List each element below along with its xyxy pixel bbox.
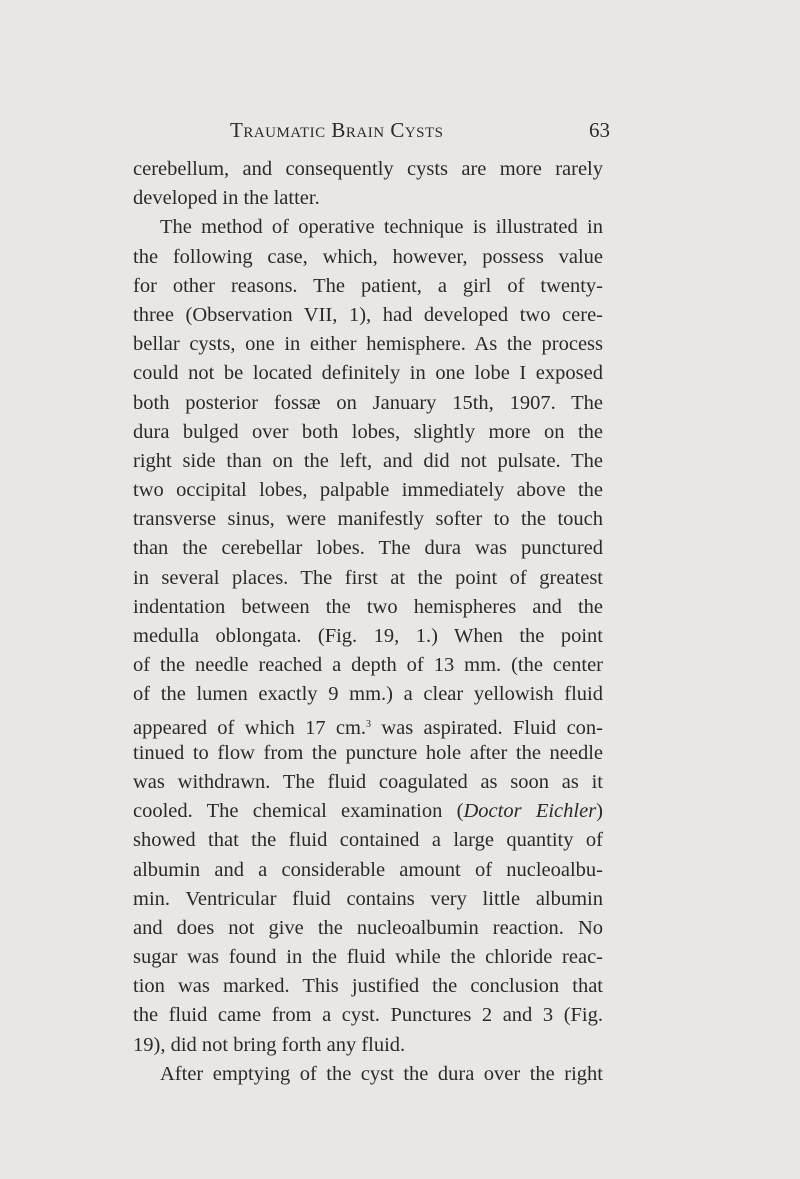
text-line: albumin and a considerable amount of nucleoalbu- [133,858,603,881]
text-fragment: cooled. The chemical examination ( [133,800,464,823]
body-text [133,155,603,1089]
text-line: could not be located definitely in one lobe I exposed [133,362,603,385]
text-line: tion was marked. This justified the conclusion that [133,975,603,998]
text-line: bellar cysts, one in either hemisphere. As the process [133,333,603,356]
text-line: the fluid came from a cyst. Punctures 2 and 3 (Fig. [133,1004,603,1027]
text-line: The method of operative technique is illustrated in [160,216,603,239]
text-line-with-footnote [133,710,603,739]
text-fragment: appeared of which 17 cm. [133,716,367,739]
text-line: of the needle reached a depth of 13 mm. (the center [133,654,603,677]
text-line: three (Observation VII, 1), had developed two cere- [133,303,603,326]
running-head [200,118,610,148]
text-line: in several places. The first at the point of greatest [133,566,603,589]
text-line: both posterior fossæ on January 15th, 1907. The [133,391,603,414]
text-line: showed that the fluid contained a large quantity of [133,829,603,852]
footnote-marker: 3 [366,718,372,730]
text-line: was withdrawn. The fluid coagulated as soon as it [133,770,603,793]
text-line: sugar was found in the fluid while the chloride reac- [133,946,603,969]
running-title: Traumatic Brain Cysts [230,118,444,142]
text-line: of the lumen exactly 9 mm.) a clear yellowish fluid [133,683,603,706]
text-line: dura bulged over both lobes, slightly more on the [133,420,603,443]
text-line: for other reasons. The patient, a girl of twenty- [133,274,603,297]
text-fragment: was aspirated. Fluid con- [381,716,603,739]
text-line: the following case, which, however, possess value [133,245,603,268]
text-line: right side than on the left, and did not pulsate. The [133,449,603,472]
text-line: min. Ventricular fluid contains very little albumin [133,887,603,910]
text-fragment: ) [596,800,603,823]
text-line: indentation between the two hemispheres and the [133,595,603,618]
text-line: After emptying of the cyst the dura over the right [160,1062,603,1085]
text-line: transverse sinus, were manifestly softer to the touch [133,508,603,531]
text-line: tinued to flow from the puncture hole after the needle [133,741,603,764]
page-number: 63 [589,118,610,142]
text-line: two occipital lobes, palpable immediately above the [133,479,603,502]
italic-name: Doctor Eichler [463,800,597,823]
text-line: than the cerebellar lobes. The dura was punctured [133,537,603,560]
text-line-with-italic [133,797,603,826]
text-line: 19), did not bring forth any fluid. [133,1033,406,1056]
text-line: and does not give the nucleoalbumin reaction. No [133,916,603,939]
text-line: cerebellum, and consequently cysts are more rarely [133,158,603,180]
text-line: developed in the latter. [133,187,320,210]
text-line: medulla oblongata. (Fig. 19, 1.) When the point [133,625,603,647]
